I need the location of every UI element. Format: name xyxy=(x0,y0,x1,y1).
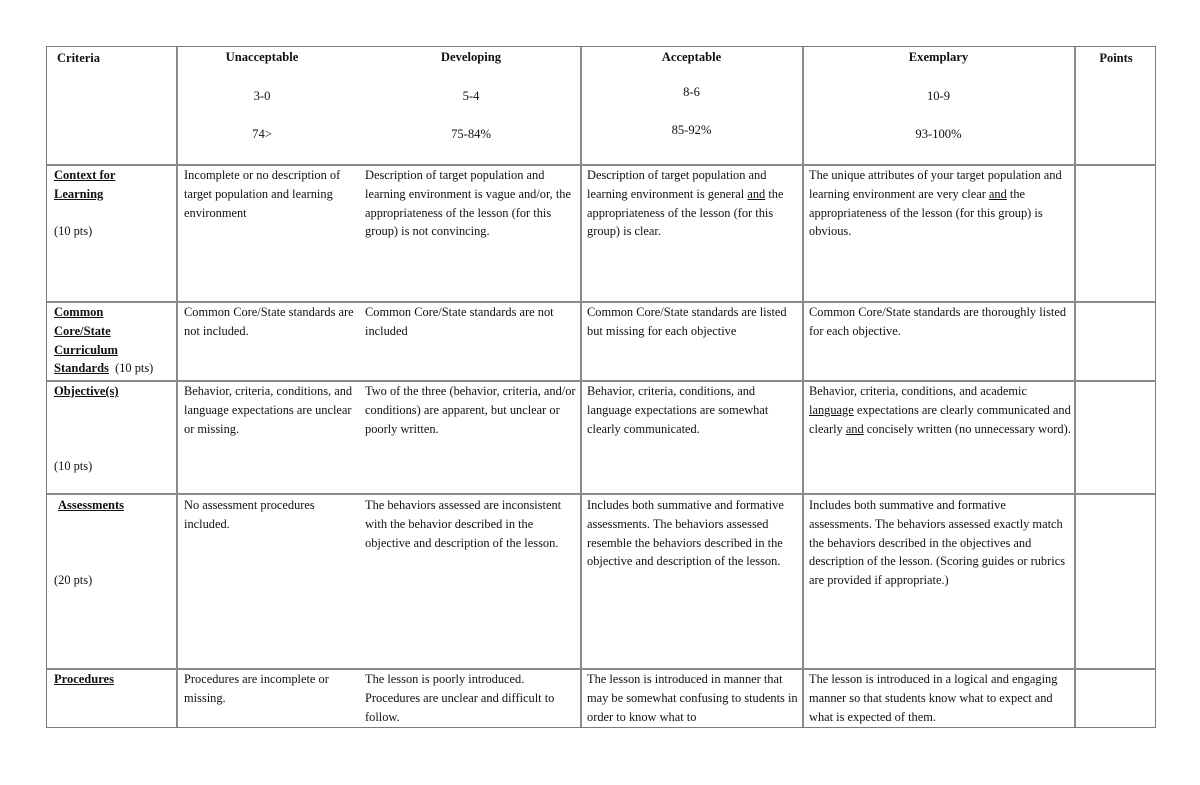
cell-developing: The behaviors assessed are inconsistent with the behavior described in the objective and description of the lesson. xyxy=(365,498,562,550)
cell-exemplary: Includes both summative and formative assessments. The behaviors assessed exactly match the behaviors described in the objectives and description of the lesson. (Scoring guides or rubrics are provided if appropriate.) xyxy=(809,498,1066,588)
level-pct-unacceptable: 74> xyxy=(252,127,272,141)
column-divider xyxy=(176,47,178,727)
level-pct-acceptable: 85-92% xyxy=(671,123,712,137)
cell-exemplary xyxy=(809,382,1071,438)
criterion-title-line: Common xyxy=(54,305,104,319)
level-name-developing: Developing xyxy=(440,50,502,64)
criterion-assessments xyxy=(54,496,172,590)
cell-text: expectations are clearly communicated and clearly xyxy=(809,402,1071,436)
cell-acceptable xyxy=(587,166,799,241)
criterion-procedures xyxy=(54,670,172,689)
cell-developing: Description of target population and learning environment is vague and/or, the appropriateness of the lesson (for this group) is not convincing. xyxy=(365,168,571,239)
level-score-acceptable: 8-6 xyxy=(683,85,700,99)
cell-unacceptable: No assessment procedures included. xyxy=(184,498,315,531)
cell-acceptable: The lesson is introduced in manner that may be somewhat confusing to students in order to know what to xyxy=(587,672,798,724)
criterion-title-line: Procedures xyxy=(54,672,114,686)
criterion-points: (10 pts) xyxy=(54,459,93,474)
underlined-word: and xyxy=(988,186,1007,201)
cell-exemplary xyxy=(809,166,1071,241)
level-score-exemplary: 10-9 xyxy=(926,89,951,103)
column-divider xyxy=(802,47,804,727)
level-name-unacceptable: Unacceptable xyxy=(225,50,299,64)
cell-unacceptable: Procedures are incomplete or missing. xyxy=(184,672,329,705)
cell-unacceptable: Behavior, criteria, conditions, and language expectations are unclear or missing. xyxy=(184,384,353,436)
level-name-exemplary: Exemplary xyxy=(908,50,969,64)
criterion-context xyxy=(54,166,172,241)
cell-exemplary: Common Core/State standards are thoroughly listed for each objective. xyxy=(809,305,1067,338)
row-divider xyxy=(47,493,1155,495)
criterion-points: (10 pts) xyxy=(115,361,154,376)
level-pct-exemplary: 93-100% xyxy=(915,127,962,141)
cell-text: the appropriateness of the lesson (for this group) is clear. xyxy=(587,186,784,239)
level-pct-developing: 75-84% xyxy=(451,127,491,141)
level-name-acceptable: Acceptable xyxy=(661,50,722,64)
column-divider xyxy=(1074,47,1076,727)
rubric-table xyxy=(46,46,1156,728)
cell-unacceptable: Incomplete or no description of target population and learning environment xyxy=(184,168,341,220)
criterion-title-line: Curriculum xyxy=(54,342,118,357)
criteria-header: Criteria xyxy=(57,51,101,65)
underlined-word: language xyxy=(809,402,854,417)
cell-text: Behavior, criteria, conditions, and academic xyxy=(809,384,1027,398)
level-score-unacceptable: 3-0 xyxy=(253,89,271,103)
underlined-word: and xyxy=(747,186,766,201)
criterion-title-line: Standards xyxy=(54,361,109,376)
criterion-standards xyxy=(54,303,176,378)
criterion-title-line: Core/State xyxy=(54,323,111,338)
criterion-points: (20 pts) xyxy=(54,573,93,588)
criterion-title-line: Objective(s) xyxy=(54,384,119,398)
underlined-word: and xyxy=(845,421,864,436)
cell-acceptable: Behavior, criteria, conditions, and language expectations are somewhat clearly communicated. xyxy=(587,384,769,436)
criterion-points: (10 pts) xyxy=(54,224,93,239)
cell-text: the appropriateness of the lesson (for this group) is obvious. xyxy=(809,186,1043,239)
criterion-objectives xyxy=(54,382,172,476)
cell-text: Description of target population and learning environment is general xyxy=(587,168,767,201)
criterion-title-line: Learning xyxy=(54,186,104,201)
cell-developing: Common Core/State standards are not included xyxy=(365,305,554,338)
cell-unacceptable: Common Core/State standards are not included. xyxy=(184,305,354,338)
cell-developing: The lesson is poorly introduced. Procedures are unclear and difficult to follow. xyxy=(365,672,555,724)
level-score-developing: 5-4 xyxy=(462,89,480,103)
criterion-title-line: Assessments xyxy=(58,498,124,512)
column-divider xyxy=(580,47,582,727)
cell-text: The unique attributes of your target population and learning environment are very clear xyxy=(809,168,1062,201)
criterion-title-line: Context for xyxy=(54,168,116,182)
cell-acceptable: Includes both summative and formative assessments. The behaviors assessed resemble the behaviors described in the objective and description of the lesson. xyxy=(587,498,784,569)
cell-exemplary: The lesson is introduced in a logical and engaging manner so that students know what to expect and what is expected of them. xyxy=(809,672,1058,724)
cell-text: concisely written (no unnecessary word). xyxy=(863,421,1071,436)
cell-acceptable: Common Core/State standards are listed but missing for each objective xyxy=(587,305,787,338)
cell-developing: Two of the three (behavior, criteria, and/or conditions) are apparent, but unclear or poorly written. xyxy=(365,384,576,436)
points-header: Points xyxy=(1099,51,1133,65)
